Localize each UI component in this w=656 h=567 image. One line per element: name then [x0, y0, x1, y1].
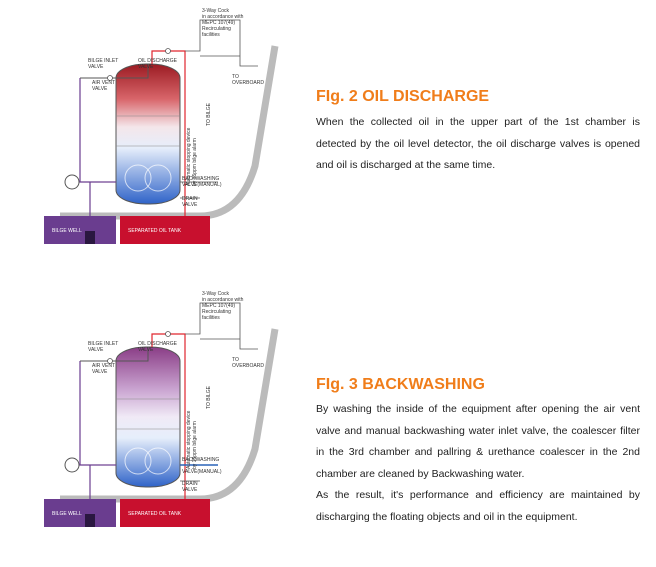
- label-oil-tank: SEPARATED OIL TANK: [128, 511, 182, 517]
- label-3way-4: facilities: [202, 315, 220, 321]
- label-drain-1: VALVE: [182, 487, 198, 493]
- label-drain-1: VALVE: [182, 202, 198, 208]
- label-drain-0: DRAIN: [182, 196, 198, 202]
- label-backwash-0: BACKWASHING: [182, 176, 220, 182]
- label-overboard-1: OVERBOARD: [232, 80, 264, 86]
- oil-discharge-valve-icon: [166, 49, 171, 54]
- label-3way-1: in accordance with: [202, 297, 244, 303]
- label-bilge-inlet-1: VALVE: [88, 347, 104, 353]
- oil-discharge-schematic: [40, 6, 280, 266]
- label-auto-stop-1: by 15ppm bilge alarm: [192, 421, 198, 469]
- backwashing-schematic: [40, 289, 280, 549]
- label-air-vent-0: AIR VENT: [92, 80, 116, 86]
- label-overboard-0: TO: [232, 74, 239, 80]
- label-3way-3: Recirculating: [202, 309, 231, 315]
- label-oil-discharge-1: VALVE: [138, 64, 154, 70]
- bilge-inlet-pipe: [80, 361, 100, 465]
- fig3-paragraph-2: As the result, it's performance and efficiency are maintained by discharging the floating objects and oil in the equipment.: [316, 489, 640, 523]
- label-3way-1: in accordance with: [202, 14, 244, 20]
- label-to-bilge: TO BILGE: [206, 386, 212, 409]
- oil-discharge-valve-icon: [166, 332, 171, 337]
- label-3way-3: Recirculating: [202, 26, 231, 32]
- label-bilge-inlet-1: VALVE: [88, 64, 104, 70]
- figure-oil-discharge: [0, 0, 656, 283]
- label-backwash-0: BACKWASHING: [182, 457, 220, 463]
- label-3way-0: 3-Way Cock: [202, 291, 230, 297]
- label-bilge-well: BILGE WELL: [52, 511, 82, 517]
- label-air-vent-1: VALVE: [92, 369, 108, 375]
- fig3-description: [316, 399, 640, 528]
- label-oil-discharge-0: OIL DISCHARGE: [138, 341, 177, 347]
- label-bilge-inlet-0: BILGE INLET: [88, 341, 119, 347]
- fig3-title: FIg. 3 BACKWASHING: [316, 376, 485, 393]
- figure-backwashing: [0, 283, 656, 567]
- label-3way-2: MEPC 107(49): [202, 303, 236, 309]
- backwashing-diagram: [40, 289, 280, 549]
- label-auto-stop-1: by 15ppm bilge alarm: [192, 138, 198, 186]
- fig3-paragraph-1: By washing the inside of the equipment after opening the air vent valve and manual backwashing water inlet valve, the coalescer filter in the 3rd chamber and pallring & urethance coalescer in the 2nd chamber are cleaned by Backwashing water.: [316, 403, 640, 480]
- label-oil-tank: SEPARATED OIL TANK: [128, 228, 182, 234]
- label-oil-discharge-1: VALVE: [138, 347, 154, 353]
- label-oil-discharge-0: OIL DISCHARGE: [138, 58, 177, 64]
- fig2-paragraph-1: When the collected oil in the upper part of the 1st chamber is detected by the oil level detector, the oil discharge valves is opened and oil is discharged at the same time.: [316, 116, 640, 171]
- label-bilge-well: BILGE WELL: [52, 228, 82, 234]
- label-auto-stop-0: Automatic stopping device: [186, 410, 192, 469]
- label-auto-stop-0: Automatic stopping device: [186, 127, 192, 186]
- label-backwash-1: VALVE(MANUAL): [182, 469, 222, 475]
- label-overboard-0: TO: [232, 357, 239, 363]
- label-bilge-inlet-0: BILGE INLET: [88, 58, 119, 64]
- label-drain-0: DRAIN: [182, 481, 198, 487]
- label-3way-2: MEPC 107(49): [202, 20, 236, 26]
- pump-icon: [65, 458, 79, 472]
- pump-icon: [65, 175, 79, 189]
- fig2-description: [316, 112, 640, 177]
- label-to-bilge: TO BILGE: [206, 103, 212, 126]
- label-air-vent-0: AIR VENT: [92, 363, 116, 369]
- label-3way-0: 3-Way Cock: [202, 8, 230, 14]
- label-overboard-1: OVERBOARD: [232, 363, 264, 369]
- bilge-inlet-pipe: [80, 78, 100, 182]
- oil-discharge-diagram: [40, 6, 280, 266]
- fig2-title: FIg. 2 OIL DISCHARGE: [316, 88, 490, 105]
- label-3way-4: facilities: [202, 32, 220, 38]
- label-backwash-1: VALVE(MANUAL): [182, 182, 222, 188]
- label-air-vent-1: VALVE: [92, 86, 108, 92]
